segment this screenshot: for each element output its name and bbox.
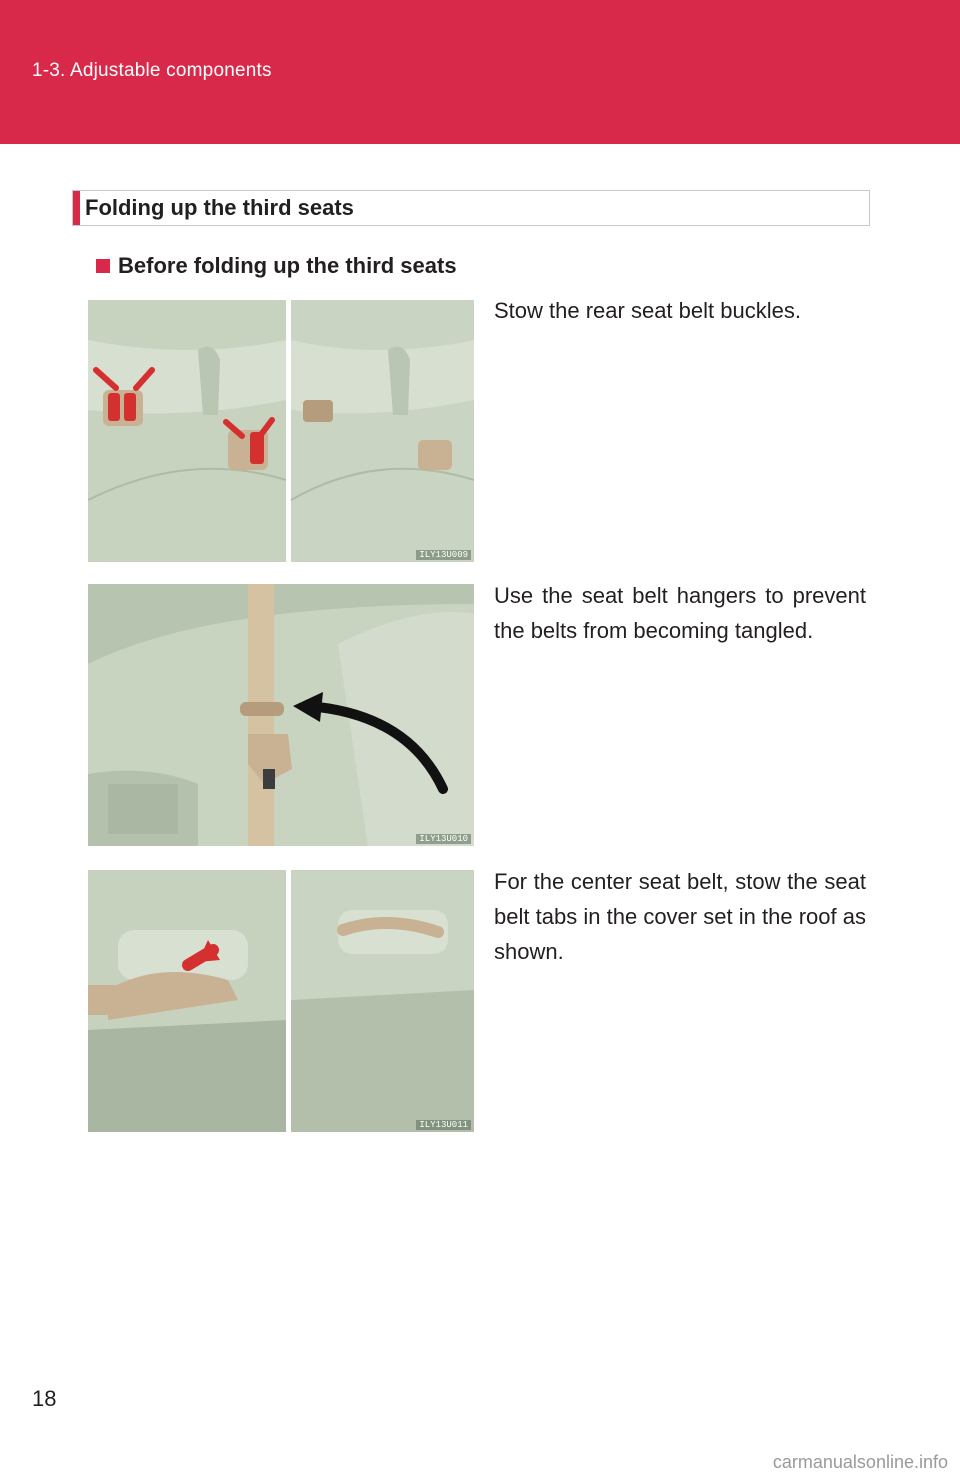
roof-cover-illustration [88, 870, 474, 1132]
section-label: 1-3. Adjustable components [32, 60, 272, 81]
subheading [96, 253, 457, 279]
buckle-illustration [88, 300, 474, 562]
watermark: carmanualsonline.info [772, 1452, 948, 1472]
header-band [0, 0, 960, 144]
buckle-photo [88, 300, 474, 562]
step-1-text: Stow the rear seat belt buckles. [494, 298, 801, 323]
step-2-text: Use the seat belt hangers to prevent the belts from becoming tangled. [494, 583, 866, 643]
title-accent [73, 191, 80, 225]
hanger-photo [88, 584, 474, 846]
subheading-text: Before folding up the third seats [118, 253, 457, 278]
image-code: ILY13U010 [416, 834, 471, 844]
roof-cover-photo [88, 870, 474, 1132]
hanger-illustration [88, 584, 474, 846]
image-code: ILY13U009 [416, 550, 471, 560]
image-code: ILY13U011 [416, 1120, 471, 1130]
section-title: Folding up the third seats [85, 195, 354, 220]
square-bullet-icon [96, 259, 110, 273]
page-number: 18 [32, 1386, 57, 1411]
step-3-text: For the center seat belt, stow the seat belt tabs in the cover set in the roof as shown. [494, 869, 866, 964]
section-title-bar [72, 190, 870, 226]
